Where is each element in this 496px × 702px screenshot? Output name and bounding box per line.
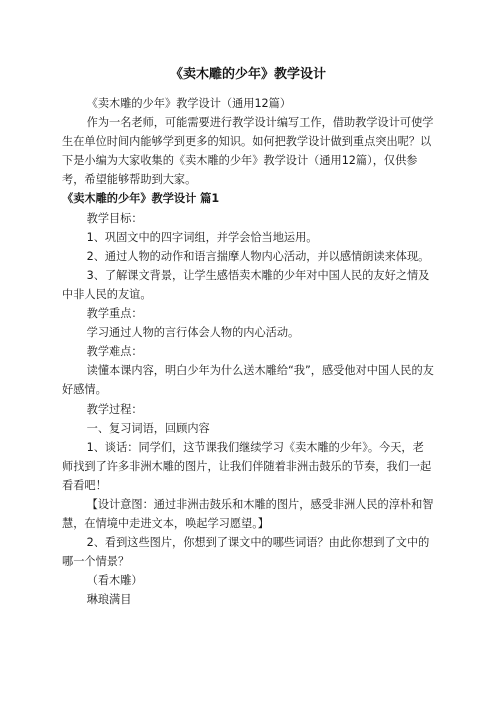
paragraph: 作为一名老师，可能需要进行教学设计编写工作，借助教学设计可使学生在单位时间内能够学到更多的知识。如何把教学设计做到重点突出呢？以下是小编为大家收集的《卖木雕的少年》教学设计（通用12篇），仅供参考，希望能够帮助到大家。 [62, 116, 434, 187]
paragraph: （看木雕） [86, 574, 143, 588]
section-heading: 《卖木雕的少年》教学设计 篇1 [62, 192, 220, 206]
paragraph: 琳琅满目 [86, 593, 132, 607]
paragraph: 1、巩固文中的四字词组，并学会恰当地运用。 [86, 230, 318, 244]
paragraph: 教学目标： [86, 211, 143, 225]
paragraph: 教学难点： [86, 345, 143, 359]
paragraph: 1、谈话：同学们，这节课我们继续学习《卖木雕的少年》。今天，老师找到了许多非洲木雕的图片，让我们伴随着非洲击鼓乐的节奏，我们一起看看吧！ [62, 440, 432, 492]
paragraph: 教学过程： [86, 402, 143, 416]
paragraph: 一、复习词语，回顾内容 [86, 421, 210, 435]
paragraph: 学习通过人物的言行体会人物的内心活动。 [86, 326, 300, 340]
paragraph: 读懂本课内容，明白少年为什么送木雕给“我”，感受他对中国人民的友好感情。 [62, 364, 434, 397]
paragraph: 《卖木雕的少年》教学设计（通用12篇） [86, 97, 292, 110]
paragraph: 【设计意图：通过非洲击鼓乐和木雕的图片，感受非洲人民的淳朴和智慧，在情境中走进文本，唤起学习愿望。】 [62, 497, 434, 531]
document-title: 《卖木雕的少年》教学设计 [169, 67, 326, 82]
paragraph: 教学重点： [86, 307, 143, 321]
paragraph: 2、看到这些图片，你想到了课文中的哪些词语？由此你想到了文中的哪一个情景？ [62, 536, 430, 569]
paragraph: 3、了解课文背景，让学生感悟卖木雕的少年对中国人民的友好之情及中非人民的友谊。 [62, 268, 430, 301]
document-body [62, 94, 434, 610]
paragraph: 2、通过人物的动作和语言揣摩人物内心活动，并以感情朗读来体现。 [86, 249, 430, 263]
